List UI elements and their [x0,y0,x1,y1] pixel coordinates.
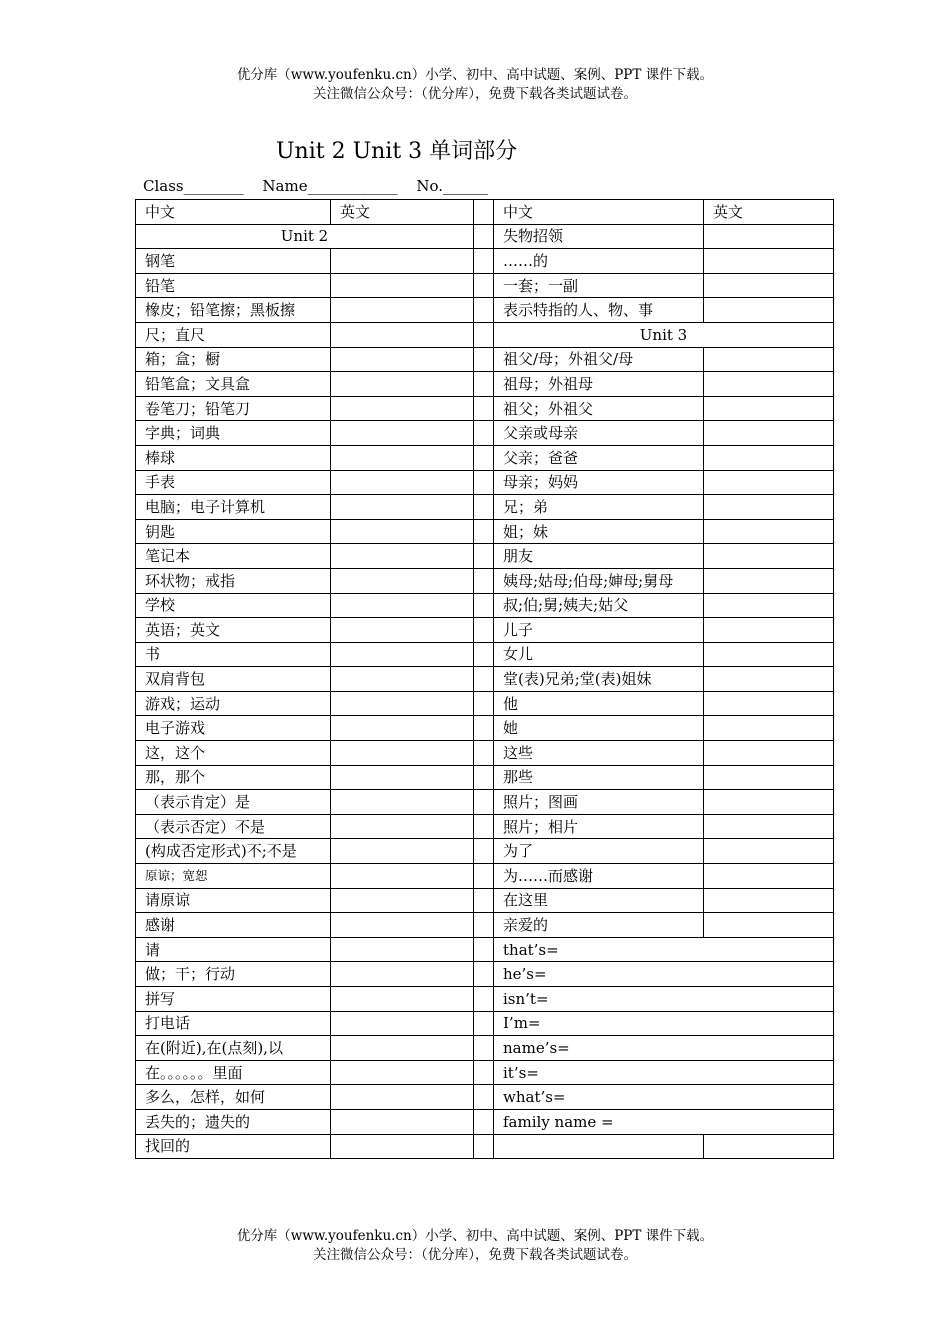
english-answer-cell[interactable] [331,765,474,790]
table-row [136,888,834,913]
english-answer-cell[interactable] [704,618,834,643]
left-english-header: 英文 [331,200,474,225]
chinese-word-cell: 照片；相片 [494,814,704,839]
english-answer-cell[interactable] [331,987,474,1012]
table-row [136,298,834,323]
table-gap-cell [474,347,494,372]
english-answer-cell[interactable] [704,888,834,913]
chinese-word-cell: 在这里 [494,888,704,913]
chinese-word-cell: 父亲；爸爸 [494,445,704,470]
table-row [136,224,834,249]
table-gap-cell [474,618,494,643]
english-answer-cell[interactable] [704,495,834,520]
table-row [136,913,834,938]
table-gap-cell [474,962,494,987]
table-gap-cell [474,691,494,716]
chinese-word-cell: 亲爱的 [494,913,704,938]
english-answer-cell[interactable] [704,273,834,298]
chinese-word-cell: 请原谅 [136,888,331,913]
contraction-cell[interactable]: I’m= [494,1011,834,1036]
table-gap-cell [474,544,494,569]
chinese-word-cell: 朋友 [494,544,704,569]
english-answer-cell[interactable] [704,470,834,495]
table-row [136,273,834,298]
english-answer-cell[interactable] [331,519,474,544]
chinese-word-cell: 尺；直尺 [136,322,331,347]
table-row [136,765,834,790]
english-answer-cell[interactable] [331,913,474,938]
table-row [136,962,834,987]
english-answer-cell[interactable] [331,741,474,766]
table-gap-cell [474,765,494,790]
right-english-header: 英文 [704,200,834,225]
chinese-word-cell: 祖父；外祖父 [494,396,704,421]
english-answer-cell[interactable] [704,347,834,372]
table-row [136,249,834,274]
chinese-word-cell: 丢失的；遗失的 [136,1109,331,1134]
chinese-word-cell: 钥匙 [136,519,331,544]
unit3-heading: Unit 3 [494,322,834,347]
english-answer-cell[interactable] [704,716,834,741]
chinese-word-cell: 卷笔刀；铅笔刀 [136,396,331,421]
chinese-word-cell: （表示肯定）是 [136,790,331,815]
table-row [136,741,834,766]
table-gap-cell [474,937,494,962]
table-gap-cell [474,1060,494,1085]
chinese-word-cell: 书 [136,642,331,667]
chinese-word-cell: 箱；盒；橱 [136,347,331,372]
table-gap-cell [474,273,494,298]
english-answer-cell[interactable] [331,322,474,347]
english-answer-cell[interactable] [704,864,834,889]
english-answer-cell[interactable] [331,568,474,593]
chinese-word-cell: 电脑；电子计算机 [136,495,331,520]
table-gap-cell [474,987,494,1012]
chinese-word-cell: 那，那个 [136,765,331,790]
english-answer-cell[interactable] [331,1134,474,1159]
table-row [136,814,834,839]
english-answer-cell[interactable] [704,839,834,864]
contraction-cell[interactable]: what’s= [494,1085,834,1110]
page-title: Unit 2 Unit 3 单词部分 [276,139,518,164]
english-answer-cell[interactable] [331,716,474,741]
chinese-word-cell: 在。。。。。。里面 [136,1060,331,1085]
table-row [136,544,834,569]
chinese-word-cell: 棒球 [136,445,331,470]
table-row [136,445,834,470]
table-row [136,322,834,347]
header-line-2: 关注微信公众号：（优分库），免费下载各类试题试卷。 [313,86,637,102]
chinese-word-cell: 环状物；戒指 [136,568,331,593]
english-answer-cell[interactable] [704,642,834,667]
english-answer-cell[interactable] [704,298,834,323]
chinese-word-cell: 叔;伯;舅;姨夫;姑父 [494,593,704,618]
english-answer-cell[interactable] [704,814,834,839]
english-answer-cell[interactable] [331,814,474,839]
english-answer-cell[interactable] [331,298,474,323]
left-chinese-header: 中文 [136,200,331,225]
footer-line-2: 关注微信公众号：（优分库），免费下载各类试题试卷。 [313,1247,637,1263]
english-answer-cell[interactable] [704,913,834,938]
chinese-word-cell: 她 [494,716,704,741]
english-answer-cell[interactable] [704,519,834,544]
chinese-word-cell: 做；干；行动 [136,962,331,987]
chinese-word-cell: 女儿 [494,642,704,667]
english-answer-cell[interactable] [331,495,474,520]
chinese-word-cell: 为了 [494,839,704,864]
english-answer-cell[interactable] [704,396,834,421]
chinese-word-cell: 多么，怎样，如何 [136,1085,331,1110]
chinese-word-cell: 这些 [494,741,704,766]
english-answer-cell[interactable] [331,790,474,815]
table-gap-cell [474,716,494,741]
chinese-word-cell: 字典；词典 [136,421,331,446]
name-field: Name____________ [262,177,398,195]
english-answer-cell[interactable] [331,593,474,618]
table-row [136,716,834,741]
chinese-word-cell: 铅笔盒；文具盒 [136,372,331,397]
contraction-cell[interactable]: name’s= [494,1036,834,1061]
page-header [0,66,950,104]
chinese-word-cell: 他 [494,691,704,716]
table-gap-cell [474,839,494,864]
chinese-word-cell: 学校 [136,593,331,618]
english-answer-cell[interactable] [331,691,474,716]
footer-line-1: 优分库（www.youfenku.cn）小学、初中、高中试题、案例、PPT 课件下载。 [236,1228,714,1244]
english-answer-cell[interactable] [704,544,834,569]
table-gap-cell [474,667,494,692]
table-row [136,642,834,667]
table-row [136,937,834,962]
table-gap-cell [474,888,494,913]
contraction-cell[interactable]: that’s= [494,937,834,962]
chinese-word-cell: 儿子 [494,618,704,643]
english-answer-cell[interactable] [331,962,474,987]
english-answer-cell[interactable] [704,224,834,249]
table-row [136,470,834,495]
chinese-word-cell: 拼写 [136,987,331,1012]
chinese-word-cell: 感谢 [136,913,331,938]
chinese-word-cell: 笔记本 [136,544,331,569]
chinese-word-cell: 手表 [136,470,331,495]
student-info-line [143,177,502,195]
unit2-heading: Unit 2 [136,224,474,249]
chinese-word-cell: 姨母;姑母;伯母;婶母;舅母 [494,568,704,593]
chinese-word-cell: 祖母；外祖母 [494,372,704,397]
table-row [136,396,834,421]
english-answer-cell[interactable] [331,544,474,569]
english-answer-cell[interactable] [331,1085,474,1110]
table-row [136,347,834,372]
table-gap-cell [474,322,494,347]
english-answer-cell[interactable] [331,1011,474,1036]
chinese-word-cell: 电子游戏 [136,716,331,741]
english-answer-cell[interactable] [331,273,474,298]
english-answer-cell[interactable] [331,888,474,913]
page-footer [0,1227,950,1265]
table-gap-cell [474,642,494,667]
chinese-word-cell: （表示否定）不是 [136,814,331,839]
chinese-word-cell: 橡皮；铅笔擦；黑板擦 [136,298,331,323]
english-answer-cell[interactable] [331,667,474,692]
table-row [136,790,834,815]
table-gap-cell [474,593,494,618]
table-row [136,593,834,618]
table-row [136,1011,834,1036]
contraction-cell[interactable]: isn’t= [494,987,834,1012]
chinese-word-cell: 打电话 [136,1011,331,1036]
english-answer-cell[interactable] [704,741,834,766]
contraction-cell[interactable]: it’s= [494,1060,834,1085]
table-gap-cell [474,224,494,249]
table-row [136,839,834,864]
english-answer-cell[interactable] [331,839,474,864]
table-row [136,987,834,1012]
chinese-word-cell: 表示特指的人、物、事 [494,298,704,323]
table-row [136,1109,834,1134]
contraction-cell[interactable]: he’s= [494,962,834,987]
english-answer-cell[interactable] [331,618,474,643]
english-answer-cell[interactable] [331,1109,474,1134]
table-row [136,1036,834,1061]
english-answer-cell[interactable] [331,642,474,667]
chinese-word-cell: 找回的 [136,1134,331,1159]
english-answer-cell[interactable] [704,593,834,618]
table-gap-cell [474,741,494,766]
english-answer-cell[interactable] [704,691,834,716]
english-answer-cell[interactable] [331,421,474,446]
table-gap-cell [474,568,494,593]
table-row [136,495,834,520]
chinese-word-cell: 父亲或母亲 [494,421,704,446]
chinese-word-cell: 铅笔 [136,273,331,298]
english-answer-cell[interactable] [704,372,834,397]
english-answer-cell[interactable] [704,1134,834,1159]
table-gap-cell [474,445,494,470]
right-chinese-header: 中文 [494,200,704,225]
english-answer-cell[interactable] [331,1036,474,1061]
table-gap-cell [474,1036,494,1061]
number-field: No.______ [416,177,489,195]
english-answer-cell[interactable] [331,347,474,372]
table-gap-cell [474,790,494,815]
english-answer-cell[interactable] [331,1060,474,1085]
vocabulary-table-body [136,200,834,1159]
english-answer-cell[interactable] [704,765,834,790]
table-row [136,421,834,446]
chinese-word-cell: ……的 [494,249,704,274]
chinese-word-cell: 失物招领 [494,224,704,249]
table-row [136,691,834,716]
table-gap-cell [474,495,494,520]
english-answer-cell[interactable] [331,470,474,495]
english-answer-cell[interactable] [704,421,834,446]
table-row [136,618,834,643]
table-gap-cell [474,396,494,421]
table-gap-cell [474,470,494,495]
table-gap-cell [474,1134,494,1159]
table-row [136,1085,834,1110]
table-row [136,519,834,544]
table-header-row [136,200,834,225]
english-answer-cell[interactable] [704,445,834,470]
chinese-word-cell: 原谅；宽恕 [136,864,331,889]
table-gap-cell [474,372,494,397]
chinese-word-cell: 姐；妹 [494,519,704,544]
english-answer-cell[interactable] [331,372,474,397]
chinese-word-cell: 堂(表)兄弟;堂(表)姐妹 [494,667,704,692]
table-gap-cell [474,1085,494,1110]
table-gap-cell [474,1109,494,1134]
table-gap-cell [474,421,494,446]
chinese-word-cell: 在(附近),在(点刻),以 [136,1036,331,1061]
table-gap-cell [474,200,494,225]
chinese-word-cell: 母亲；妈妈 [494,470,704,495]
table-row [136,568,834,593]
chinese-word-cell: 兄；弟 [494,495,704,520]
table-row [136,667,834,692]
vocabulary-table [135,199,834,1159]
chinese-word-cell: 为……而感谢 [494,864,704,889]
header-line-1: 优分库（www.youfenku.cn）小学、初中、高中试题、案例、PPT 课件下载。 [236,67,714,83]
chinese-word-cell: 照片；图画 [494,790,704,815]
chinese-word-cell: 一套；一副 [494,273,704,298]
class-field: Class________ [143,177,244,195]
chinese-word-cell: 请 [136,937,331,962]
chinese-word-cell: 英语；英文 [136,618,331,643]
chinese-word-cell: 祖父/母；外祖父/母 [494,347,704,372]
chinese-word-cell [494,1134,704,1159]
table-gap-cell [474,249,494,274]
english-answer-cell[interactable] [331,445,474,470]
table-row [136,1134,834,1159]
english-answer-cell[interactable] [331,864,474,889]
contraction-cell[interactable]: family name = [494,1109,834,1134]
chinese-word-cell: 钢笔 [136,249,331,274]
table-gap-cell [474,298,494,323]
table-gap-cell [474,814,494,839]
chinese-word-cell: 这，这个 [136,741,331,766]
table-row [136,1060,834,1085]
english-answer-cell[interactable] [331,396,474,421]
table-gap-cell [474,1011,494,1036]
chinese-word-cell: 游戏；运动 [136,691,331,716]
english-answer-cell[interactable] [704,249,834,274]
chinese-word-cell: 那些 [494,765,704,790]
chinese-word-cell: (构成否定形式)不;不是 [136,839,331,864]
table-gap-cell [474,913,494,938]
english-answer-cell[interactable] [704,667,834,692]
table-row [136,864,834,889]
english-answer-cell[interactable] [331,937,474,962]
english-answer-cell[interactable] [331,249,474,274]
table-gap-cell [474,864,494,889]
english-answer-cell[interactable] [704,790,834,815]
table-row [136,372,834,397]
table-gap-cell [474,519,494,544]
chinese-word-cell: 双肩背包 [136,667,331,692]
english-answer-cell[interactable] [704,568,834,593]
